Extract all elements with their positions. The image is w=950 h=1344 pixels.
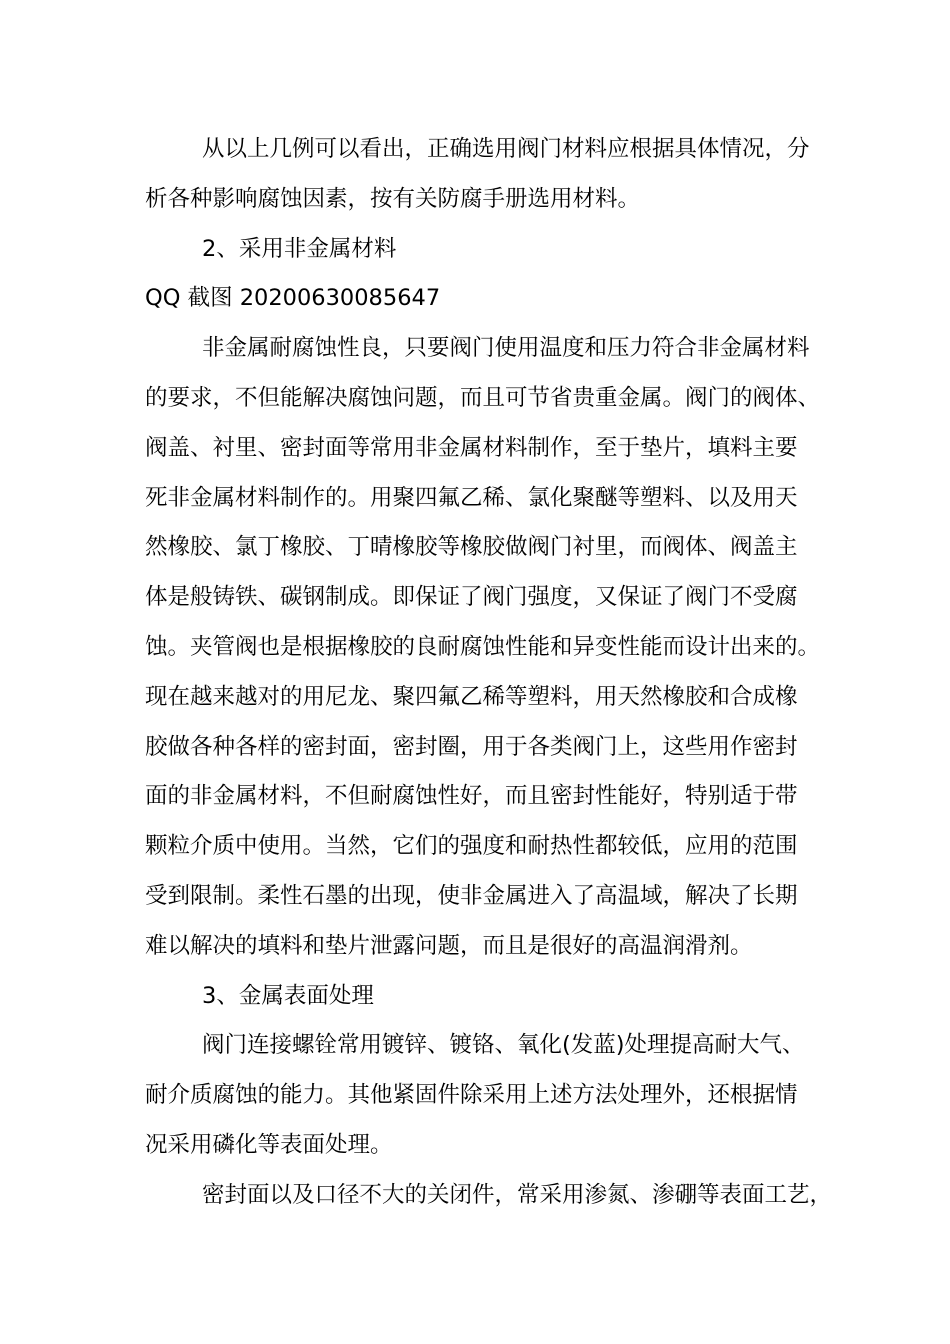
paragraph <box>145 225 810 275</box>
text-line: 蚀。夹管阀也是根据橡胶的良耐腐蚀性能和异变性能而设计出来的。 <box>145 633 821 660</box>
text-line: 难以解决的填料和垫片泄露问题，而且是很好的高温润滑剂。 <box>145 932 753 959</box>
text-line: 阀门连接螺铨常用镀锌、镀铬、氧化(发蓝)处理提高耐大气、 <box>202 1032 805 1059</box>
paragraph <box>145 1021 810 1170</box>
text-line: 析各种影响腐蚀因素，按有关防腐手册选用材料。 <box>145 185 641 212</box>
text-line: QQ 截图 20200630085647 <box>145 285 441 312</box>
text-line: 3、金属表面处理 <box>202 982 374 1009</box>
text-line: 况采用磷化等表面处理。 <box>145 1131 393 1158</box>
text-line: 从以上几例可以看出，正确选用阀门材料应根据具体情况，分 <box>202 136 810 162</box>
text-line: 颗粒介质中使用。当然，它们的强度和耐热性都较低，应用的范围 <box>145 833 798 860</box>
text-line: 死非金属材料制作的。用聚四氟乙稀、氯化聚醚等塑料、以及用天 <box>145 484 798 511</box>
paragraph <box>145 1171 833 1221</box>
text-line: 耐介质腐蚀的能力。其他紧固件除采用上述方法处理外，还根据情 <box>145 1082 798 1109</box>
text-line: 然橡胶、氯丁橡胶、丁晴橡胶等橡胶做阀门衬里，而阀体、阀盖主 <box>145 534 798 561</box>
text-line: 胶做各种各样的密封面，密封圈，用于各类阀门上，这些用作密封 <box>145 733 798 760</box>
paragraph <box>145 972 810 1022</box>
text-line: 现在越来越对的用尼龙、聚四氟乙稀等塑料，用天然橡胶和合成橡 <box>145 683 798 710</box>
text-line: 2、采用非金属材料 <box>202 235 397 262</box>
document-page <box>145 125 833 1221</box>
paragraph <box>145 274 810 324</box>
text-line: 密封面以及口径不大的关闭件，常采用渗氮、渗硼等表面工艺， <box>202 1181 833 1208</box>
text-line: 受到限制。柔性石墨的出现，使非金属进入了高温域，解决了长期 <box>145 882 798 909</box>
text-line: 的要求，不但能解决腐蚀问题，而且可节省贵重金属。阀门的阀体、 <box>145 384 821 411</box>
paragraph <box>145 324 821 971</box>
text-line: 体是般铸铁、碳钢制成。即保证了阀门强度，又保证了阀门不受腐 <box>145 584 798 611</box>
text-line: 面的非金属材料，不但耐腐蚀性好，而且密封性能好，特别适于带 <box>145 783 798 810</box>
text-line: 阀盖、衬里、密封面等常用非金属材料制作，至于垫片，填料主要 <box>145 434 798 461</box>
paragraph <box>145 125 810 225</box>
text-line: 非金属耐腐蚀性良，只要阀门使用温度和压力符合非金属材料 <box>202 335 810 362</box>
